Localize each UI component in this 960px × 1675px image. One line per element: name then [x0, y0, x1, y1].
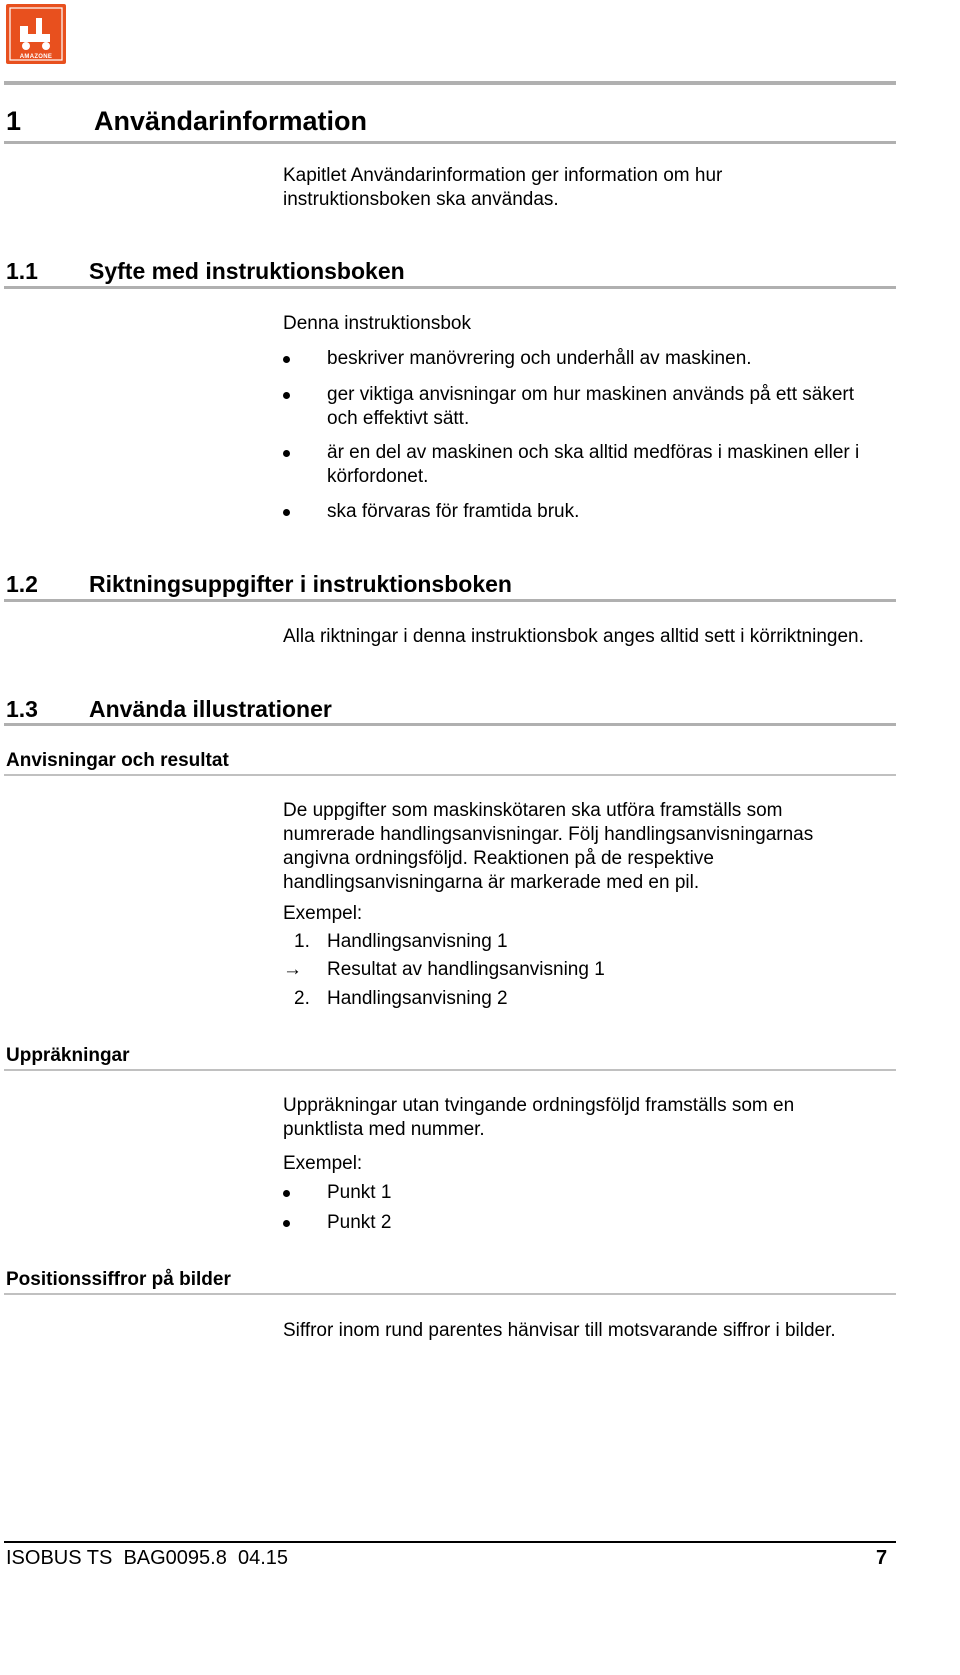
subsection-heading: Positionssiffror på bilder: [6, 1269, 231, 1290]
step-text: Handlingsanvisning 1: [327, 931, 508, 952]
example-label: Exempel:: [283, 903, 363, 924]
step-text: Handlingsanvisning 2: [327, 988, 508, 1009]
list-item: ger viktiga anvisningar om hur maskinen används på ett säkert och effektivt sätt.: [327, 384, 854, 429]
subsection-rule: [4, 1293, 896, 1295]
footer-rule: [4, 1541, 896, 1543]
list-item: Punkt 2: [327, 1212, 392, 1233]
section-text: Alla riktningar i denna instruktionsbok anges alltid sett i körriktningen.: [283, 626, 864, 647]
bullet-icon: [283, 1190, 290, 1197]
subsection-text: De uppgifter som maskinskötaren ska utföra framställs som numrerade handlingsanvisningar. Följ handlingsanvisningarnas angivna ordningsföljd. Reaktionen på de respektive handlingsanvisningarna är markerade med en pil.: [283, 800, 814, 893]
bullet-icon: [283, 356, 290, 363]
subsection-heading: Anvisningar och resultat: [6, 750, 229, 771]
section-rule-1-1: [4, 286, 896, 289]
step-marker: 1.: [294, 931, 310, 952]
chapter-heading: [6, 106, 367, 137]
section-number: 1.3: [6, 696, 38, 722]
section-lead: Denna instruktionsbok: [283, 313, 471, 334]
subsection-text: Uppräkningar utan tvingande ordningsföljd framställs som en punktlista med nummer.: [283, 1095, 795, 1140]
section-number: 1.1: [6, 258, 38, 284]
subsection-text: Siffror inom rund parentes hänvisar till motsvarande siffror i bilder.: [283, 1320, 836, 1341]
chapter-intro: Kapitlet Användarinformation ger information om hur instruktionsboken ska användas.: [283, 165, 723, 210]
section-title: Använda illustrationer: [89, 696, 332, 722]
list-item: ska förvaras för framtida bruk.: [327, 501, 580, 522]
example-label: Exempel:: [283, 1153, 363, 1174]
footer-doc-id: ISOBUS TS BAG0095.8 04.15: [6, 1547, 289, 1569]
section-number: 1.2: [6, 571, 38, 597]
chapter-title: Användarinformation: [94, 106, 368, 136]
list-item: är en del av maskinen och ska alltid medföras i maskinen eller i körfordonet.: [327, 442, 860, 487]
section-title: Riktningsuppgifter i instruktionsboken: [89, 571, 512, 597]
header-rule: [4, 81, 896, 85]
section-rule-1-2: [4, 599, 896, 602]
bullet-icon: [283, 450, 290, 457]
section-heading-1-1: [6, 258, 405, 285]
subsection-rule: [4, 1069, 896, 1071]
section-rule-1-3: [4, 723, 896, 726]
page-number: 7: [876, 1547, 888, 1569]
step-text: Resultat av handlingsanvisning 1: [327, 959, 605, 980]
step-marker: 2.: [294, 988, 310, 1009]
list-item: Punkt 1: [327, 1182, 392, 1203]
section-title: Syfte med instruktionsboken: [89, 258, 405, 284]
bullet-icon: [283, 392, 290, 399]
subsection-heading: Uppräkningar: [6, 1045, 130, 1066]
amazone-logo-icon: [6, 4, 66, 64]
subsection-rule: [4, 774, 896, 776]
chapter-rule: [4, 141, 896, 144]
result-arrow-icon: →: [283, 959, 302, 980]
logo-text: AMAZONE: [19, 54, 53, 60]
section-heading-1-2: [6, 571, 512, 598]
chapter-number: 1: [6, 106, 22, 136]
bullet-icon: [283, 1220, 290, 1227]
list-item: beskriver manövrering och underhåll av maskinen.: [327, 348, 752, 369]
section-heading-1-3: [6, 696, 332, 723]
bullet-icon: [283, 509, 290, 516]
